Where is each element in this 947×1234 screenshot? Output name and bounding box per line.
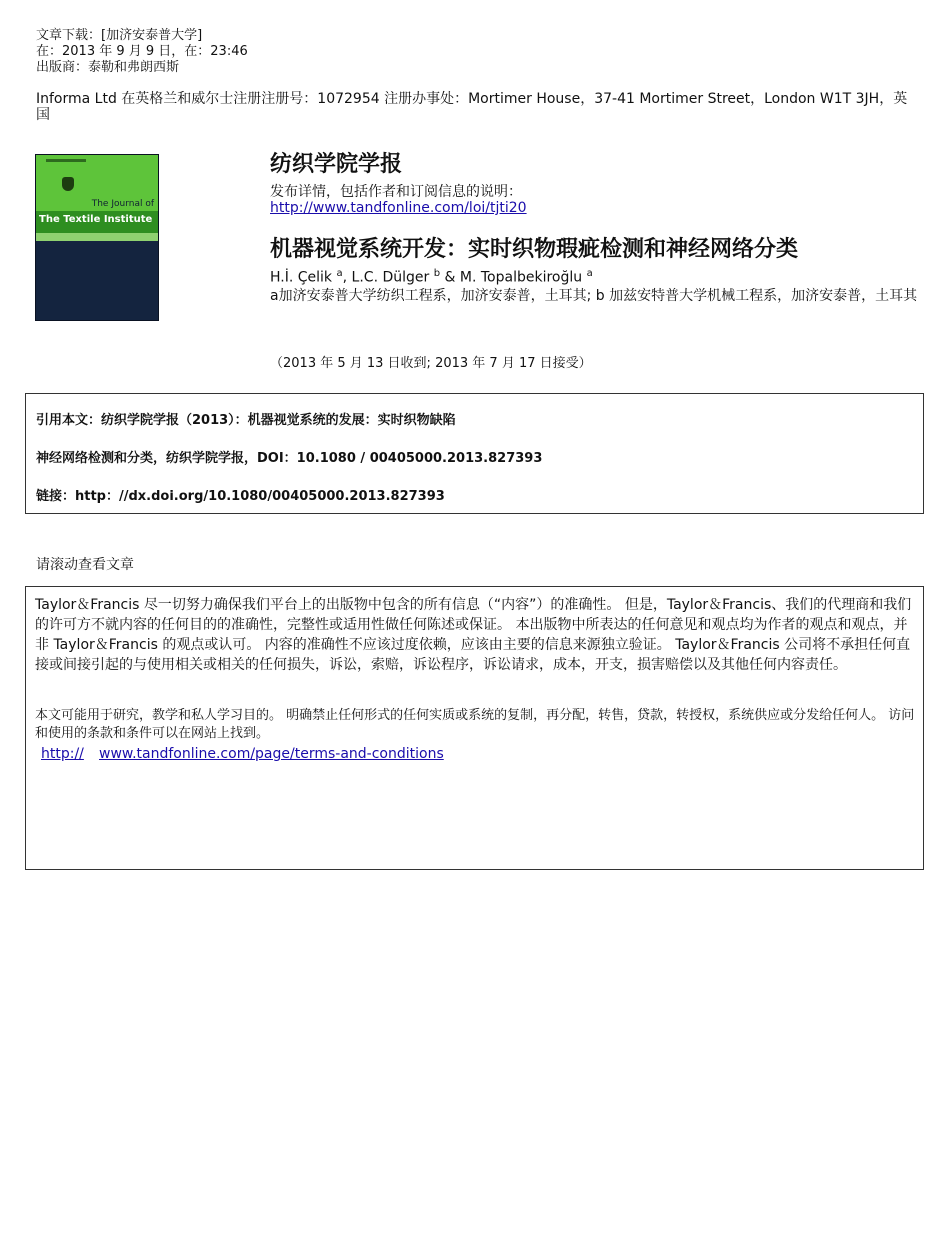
informa-notice: Informa Ltd 在英格兰和威尔士注册注册号：1072954 注册办事处：Mortimer House，37-41 Mortimer Street，London W1T 3JH，英国	[36, 91, 908, 123]
author-celik: H.İ. Çelik	[270, 269, 333, 286]
affil-marker: a	[586, 268, 593, 279]
cover-title-line1: The Journal of	[91, 199, 154, 209]
cover-header-strip	[46, 159, 86, 162]
author-topalbekiroglu: & M. Topalbekiroğlu	[444, 269, 583, 286]
download-source: 文章下载：[加济安泰普大学]	[36, 28, 203, 43]
scroll-note: 请滚动查看文章	[36, 557, 134, 573]
publisher: 出版商：泰勒和弗朗西斯	[36, 60, 180, 75]
affil-marker: b	[433, 268, 441, 279]
citation-box	[25, 393, 924, 514]
usage-paragraph: 本文可能用于研究，教学和私人学习目的。 明确禁止任何形式的任何实质或系统的复制，再分配，转售，贷款，转授权，系统供应或分发给任何人。 访问和使用的条款和条件可以在网站上找到。	[35, 708, 915, 741]
affiliations: a加济安泰普大学纺织工程系，加济安泰普，土耳其; b 加兹安特普大学机械工程系，加济安泰普，土耳其	[270, 288, 918, 304]
citation-line: 神经网络检测和分类，纺织学院学报，DOI：10.1080 / 00405000.2013.827393	[36, 451, 543, 466]
affil-marker: a	[336, 268, 343, 279]
cover-strip	[36, 233, 158, 241]
journal-title: 纺织学院学报	[270, 152, 403, 177]
journal-cover-image	[35, 154, 159, 321]
authors	[270, 268, 593, 286]
citation-line: 引用本文：纺织学院学报（2013）：机器视觉系统的发展：实时织物缺陷	[36, 413, 456, 428]
article-title: 机器视觉系统开发：实时织物瑕疵检测和神经网络分类	[270, 237, 799, 262]
citation-link[interactable]: 链接：http：//dx.doi.org/10.1080/00405000.2013.827393	[36, 489, 445, 504]
disclaimer-box	[25, 586, 924, 870]
terms-link[interactable]: www.tandfonline.com/page/terms-and-conditions	[99, 746, 444, 762]
download-datetime: 在：2013 年 9 月 9 日，在：23:46	[36, 44, 248, 59]
publication-details-label: 发布详情，包括作者和订阅信息的说明：	[270, 184, 522, 200]
download-info	[36, 28, 248, 76]
disclaimer-paragraph: Taylor＆Francis 尽一切努力确保我们平台上的出版物中包含的所有信息（“内容”）的准确性。 但是，Taylor＆Francis、我们的代理商和我们的许可方不就内容的任何目的的准确性，完整性或适用性做任何陈述或保证。 本出版物中所表达的任何意见和观点均为作者的观点和观点，并非 Taylor＆Francis 的观点或认可。 内容的准确性不应该过度依赖，应该由主要的信息来源独立验证。 Taylor＆Francis 公司将不承担任何直接或间接引起的与使用相关或相关的任何损失，诉讼，索赔，诉讼程序，诉讼请求，成本，开支，损害赔偿以及其他任何内容责任。	[35, 597, 912, 673]
emblem-icon	[62, 177, 74, 191]
cover-title-line2: The Textile Institute	[39, 214, 153, 225]
journal-link[interactable]: http://www.tandfonline.com/loi/tjti20	[270, 200, 527, 216]
terms-link-prefix[interactable]: http://	[41, 746, 84, 762]
received-accepted-dates: （2013 年 5 月 13 日收到; 2013 年 7 月 17 日接受）	[270, 356, 592, 371]
author-dulger: , L.C. Dülger	[342, 269, 430, 286]
